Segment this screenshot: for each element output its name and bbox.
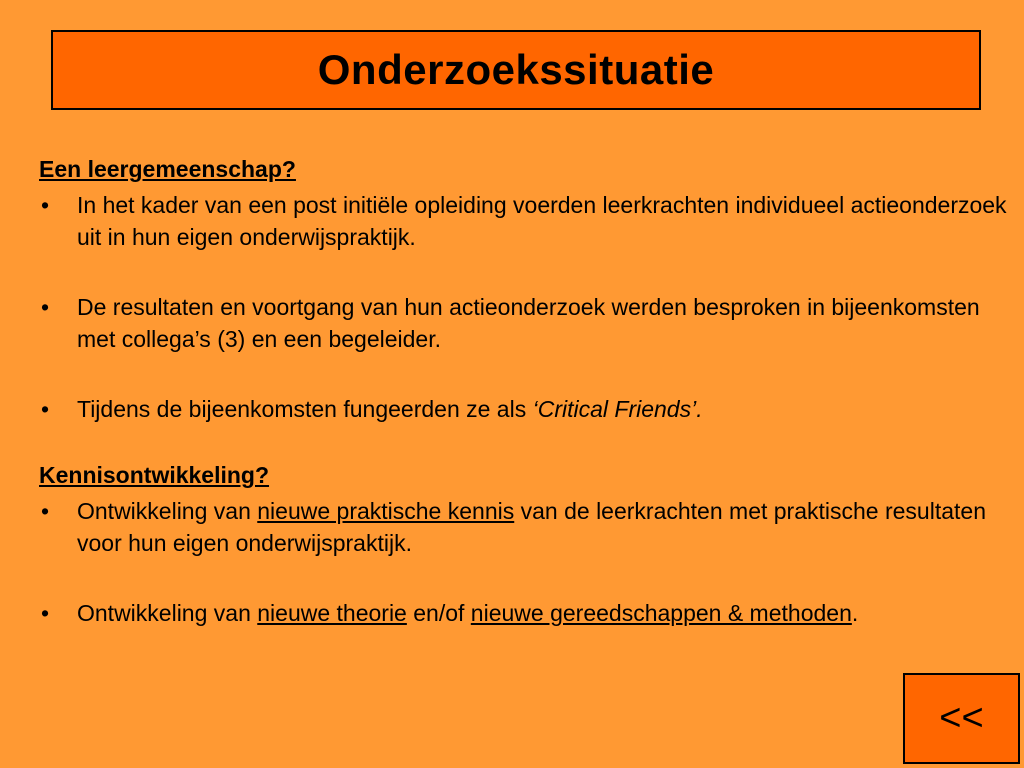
- title-box: [51, 30, 981, 110]
- bullet-item: [39, 291, 1014, 355]
- bullet-icon: •: [41, 600, 50, 626]
- critical-friends-term: ‘Critical Friends’.: [532, 396, 703, 422]
- bullet-text-plain: Ontwikkeling van: [77, 600, 258, 626]
- bullet-icon: •: [41, 294, 50, 320]
- bullet-text: In het kader van een post initiële opleiding voerden leerkrachten individueel actieonderzoek uit in hun eigen onderwijspraktijk.: [77, 192, 1007, 250]
- bullet-text: [77, 597, 1014, 629]
- bullet-text-plain: Ontwikkeling van: [77, 498, 258, 524]
- back-button[interactable]: <<: [903, 673, 1020, 764]
- bullet-icon: •: [41, 498, 50, 524]
- slide-content: [39, 153, 1014, 629]
- bullet-text: [77, 495, 1014, 559]
- underlined-term: nieuwe theorie: [257, 600, 407, 626]
- bullet-text-plain: Tijdens de bijeenkomsten fungeerden ze als: [77, 396, 533, 422]
- section-heading-kennisontwikkeling: Kennisontwikkeling?: [39, 462, 270, 488]
- bullet-icon: •: [41, 396, 50, 422]
- bullet-text: De resultaten en voortgang van hun actieonderzoek werden besproken in bijeenkomsten met collega’s (3) en een begeleider.: [77, 294, 980, 352]
- bullet-item: [39, 495, 1014, 559]
- section-heading-leergemeenschap: Een leergemeenschap?: [39, 156, 296, 182]
- bullet-text-plain: en/of: [406, 600, 471, 626]
- underlined-term: nieuwe praktische kennis: [257, 498, 515, 524]
- underlined-term: nieuwe gereedschappen & methoden: [470, 600, 852, 626]
- bullet-text-plain: van de leerkrachten met praktische resultaten voor hun eigen onderwijspraktijk.: [77, 498, 986, 556]
- bullet-item: [39, 597, 1014, 629]
- bullet-item: [39, 393, 1014, 425]
- bullet-icon: •: [41, 192, 50, 218]
- bullet-text-plain: .: [851, 600, 859, 626]
- bullet-text: [77, 393, 1014, 425]
- slide-title: Onderzoekssituatie: [317, 46, 715, 93]
- bullet-item: [39, 189, 1014, 253]
